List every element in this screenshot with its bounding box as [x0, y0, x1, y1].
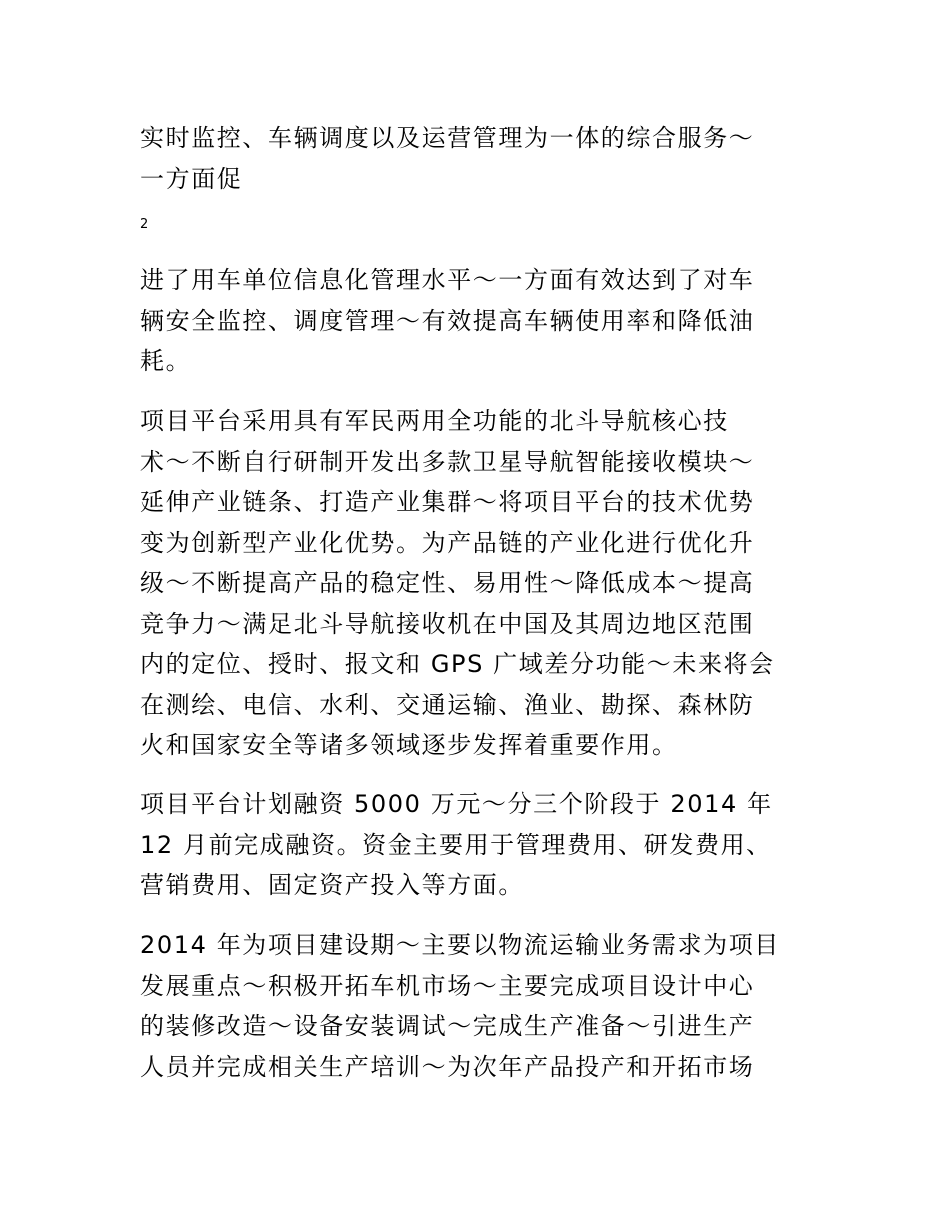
- text-line: 内的定位、授时、报文和 GPS 广域差分功能～未来将会: [140, 650, 775, 678]
- text-line: 的装修改造～设备安装调试～完成生产准备～引进生产: [140, 1012, 755, 1040]
- text-line: 项目平台采用具有军民两用全功能的北斗导航核心技: [140, 407, 729, 435]
- text-line: 2014 年为项目建设期～主要以物流运输业务需求为项目: [140, 931, 780, 959]
- text-line: 火和国家安全等诸多领域逐步发挥着重要作用。: [140, 731, 678, 759]
- text-line: 级～不断提高产品的稳定性、易用性～降低成本～提高: [140, 569, 755, 597]
- paragraph-2: [140, 260, 820, 382]
- text-line: 术～不断自行研制开发出多款卫星导航智能接收模块～: [140, 447, 755, 476]
- paragraph-4: [140, 784, 820, 906]
- text-line: 耗。: [140, 347, 192, 375]
- text-line: 辆安全监控、调度管理～有效提高车辆使用率和降低油: [140, 306, 755, 335]
- text-line: 营销费用、固定资产投入等方面。: [140, 871, 524, 899]
- text-line: 实时监控、车辆调度以及运营管理为一体的综合服务～: [140, 124, 755, 152]
- text-line: 延伸产业链条、打造产业集群～将项目平台的技术优势: [140, 488, 755, 516]
- page-number: 2: [140, 217, 149, 232]
- text-line: 12 月前完成融资。资金主要用于管理费用、研发费用、: [140, 830, 772, 859]
- text-line: 竞争力～满足北斗导航接收机在中国及其周边地区范围: [140, 609, 755, 638]
- text-line: 在测绘、电信、水利、交通运输、渔业、勘探、森林防: [140, 690, 755, 719]
- text-line: 一方面促: [140, 164, 243, 193]
- paragraph-1: [140, 118, 820, 199]
- paragraph-3: [140, 401, 820, 766]
- text-line: 发展重点～积极开拓车机市场～主要完成项目设计中心: [140, 971, 755, 1000]
- text-line: 进了用车单位信息化管理水平～一方面有效达到了对车: [140, 266, 755, 294]
- text-line: 项目平台计划融资 5000 万元～分三个阶段于 2014 年: [140, 790, 773, 818]
- paragraph-5: [140, 925, 820, 1087]
- text-line: 人员并完成相关生产培训～为次年产品投产和开拓市场: [140, 1052, 755, 1081]
- text-line: 变为创新型产业化优势。为产品链的产业化进行优化升: [140, 528, 755, 557]
